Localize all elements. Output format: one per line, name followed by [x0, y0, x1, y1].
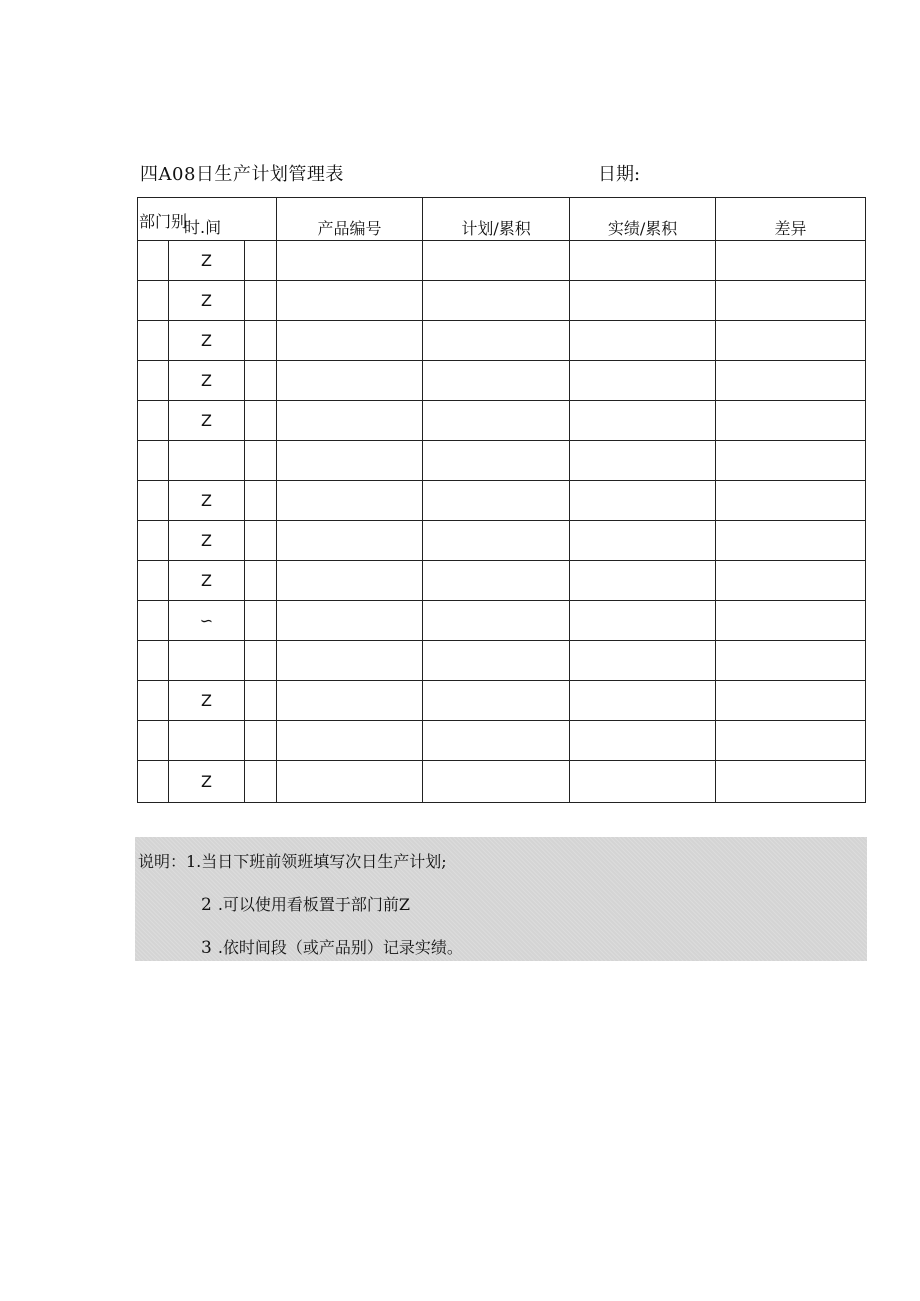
cell-diff[interactable]	[716, 601, 866, 641]
cell-time[interactable]	[169, 441, 245, 481]
table-row	[138, 481, 866, 521]
cell-department[interactable]	[138, 361, 169, 401]
header-department-time	[138, 198, 277, 241]
cell-plan[interactable]	[423, 401, 570, 441]
cell-time[interactable]: Z	[169, 761, 245, 803]
cell-time[interactable]: Z	[169, 681, 245, 721]
cell-department[interactable]	[138, 321, 169, 361]
table-row	[138, 521, 866, 561]
cell-product-no[interactable]	[277, 361, 423, 401]
cell-product-no[interactable]	[277, 401, 423, 441]
cell-plan[interactable]	[423, 521, 570, 561]
header-plan: 计划/累积	[423, 198, 570, 241]
cell-actual[interactable]	[570, 561, 716, 601]
header-department: 部门别	[139, 212, 188, 231]
cell-diff[interactable]	[716, 641, 866, 681]
note-text-3: .依时间段（或产品别）记录实绩。	[217, 938, 463, 957]
cell-plan[interactable]	[423, 321, 570, 361]
cell-department[interactable]	[138, 601, 169, 641]
note-line-3	[201, 935, 463, 958]
cell-plan[interactable]	[423, 281, 570, 321]
table-row	[138, 281, 866, 321]
cell-actual[interactable]	[570, 761, 716, 803]
table-row	[138, 441, 866, 481]
cell-diff[interactable]	[716, 321, 866, 361]
cell-department[interactable]	[138, 481, 169, 521]
table-row	[138, 601, 866, 641]
note-text-2: .可以使用看板置于部门前Z	[217, 895, 411, 914]
cell-plan[interactable]	[423, 761, 570, 803]
cell-actual[interactable]	[570, 281, 716, 321]
cell-diff[interactable]	[716, 561, 866, 601]
table-body	[138, 198, 866, 803]
cell-product-no[interactable]	[277, 281, 423, 321]
cell-department[interactable]	[138, 721, 169, 761]
cell-time[interactable]: ∽	[169, 601, 245, 641]
cell-actual[interactable]	[570, 481, 716, 521]
cell-department[interactable]	[138, 681, 169, 721]
table-row	[138, 641, 866, 681]
cell-product-no[interactable]	[277, 561, 423, 601]
cell-plan[interactable]	[423, 641, 570, 681]
cell-diff[interactable]	[716, 721, 866, 761]
cell-product-no[interactable]	[277, 441, 423, 481]
cell-time[interactable]	[169, 721, 245, 761]
cell-department[interactable]	[138, 241, 169, 281]
cell-diff[interactable]	[716, 681, 866, 721]
cell-extra[interactable]	[245, 761, 277, 803]
cell-diff[interactable]	[716, 521, 866, 561]
cell-time[interactable]: Z	[169, 521, 245, 561]
cell-diff[interactable]	[716, 241, 866, 281]
cell-time[interactable]: Z	[169, 481, 245, 521]
cell-plan[interactable]	[423, 561, 570, 601]
cell-actual[interactable]	[570, 721, 716, 761]
cell-extra[interactable]	[245, 321, 277, 361]
cell-time[interactable]: Z	[169, 241, 245, 281]
cell-extra[interactable]	[245, 241, 277, 281]
cell-product-no[interactable]	[277, 601, 423, 641]
production-plan-table	[137, 197, 866, 803]
cell-diff[interactable]	[716, 401, 866, 441]
table-row	[138, 401, 866, 441]
cell-department[interactable]	[138, 641, 169, 681]
cell-actual[interactable]	[570, 681, 716, 721]
cell-time[interactable]	[169, 641, 245, 681]
note-number-2: 2	[201, 895, 212, 915]
table-row	[138, 321, 866, 361]
cell-actual[interactable]	[570, 321, 716, 361]
header-diff: 差异	[716, 198, 866, 241]
cell-extra[interactable]	[245, 441, 277, 481]
form-title: 四A08日生产计划管理表	[140, 164, 344, 185]
cell-product-no[interactable]	[277, 681, 423, 721]
cell-plan[interactable]	[423, 441, 570, 481]
cell-time[interactable]: Z	[169, 401, 245, 441]
cell-product-no[interactable]	[277, 641, 423, 681]
cell-extra[interactable]	[245, 561, 277, 601]
cell-time[interactable]: Z	[169, 561, 245, 601]
cell-extra[interactable]	[245, 601, 277, 641]
cell-department[interactable]	[138, 761, 169, 803]
cell-diff[interactable]	[716, 281, 866, 321]
cell-diff[interactable]	[716, 441, 866, 481]
cell-department[interactable]	[138, 521, 169, 561]
cell-product-no[interactable]	[277, 481, 423, 521]
table-row	[138, 241, 866, 281]
cell-actual[interactable]	[570, 521, 716, 561]
cell-actual[interactable]	[570, 361, 716, 401]
cell-actual[interactable]	[570, 401, 716, 441]
cell-time[interactable]: Z	[169, 361, 245, 401]
notes-box	[135, 837, 867, 961]
cell-extra[interactable]	[245, 521, 277, 561]
table-row	[138, 761, 866, 803]
cell-extra[interactable]	[245, 361, 277, 401]
header-product-no: 产品编号	[277, 198, 423, 241]
cell-extra[interactable]	[245, 481, 277, 521]
cell-department[interactable]	[138, 441, 169, 481]
cell-department[interactable]	[138, 561, 169, 601]
cell-product-no[interactable]	[277, 241, 423, 281]
header-actual: 实绩/累积	[570, 198, 716, 241]
cell-extra[interactable]	[245, 681, 277, 721]
cell-extra[interactable]	[245, 721, 277, 761]
cell-plan[interactable]	[423, 601, 570, 641]
cell-plan[interactable]	[423, 481, 570, 521]
cell-actual[interactable]	[570, 641, 716, 681]
cell-actual[interactable]	[570, 601, 716, 641]
note-number-3: 3	[201, 938, 212, 958]
table-header-row	[138, 198, 866, 241]
cell-diff[interactable]	[716, 361, 866, 401]
note-line-1: 说明：1.当日下班前领班填写次日生产计划;	[138, 852, 447, 871]
cell-department[interactable]	[138, 281, 169, 321]
cell-product-no[interactable]	[277, 321, 423, 361]
table-row	[138, 561, 866, 601]
cell-actual[interactable]	[570, 441, 716, 481]
cell-time[interactable]: Z	[169, 281, 245, 321]
date-label: 日期:	[598, 164, 641, 185]
cell-product-no[interactable]	[277, 761, 423, 803]
cell-plan[interactable]	[423, 361, 570, 401]
cell-extra[interactable]	[245, 281, 277, 321]
table-row	[138, 681, 866, 721]
note-line-2	[201, 892, 410, 915]
cell-plan[interactable]	[423, 721, 570, 761]
cell-department[interactable]	[138, 401, 169, 441]
cell-plan[interactable]	[423, 241, 570, 281]
table-row	[138, 361, 866, 401]
cell-diff[interactable]	[716, 761, 866, 803]
cell-time[interactable]: Z	[169, 321, 245, 361]
cell-diff[interactable]	[716, 481, 866, 521]
cell-extra[interactable]	[245, 641, 277, 681]
cell-product-no[interactable]	[277, 521, 423, 561]
table-row	[138, 721, 866, 761]
cell-actual[interactable]	[570, 241, 716, 281]
header-time: 时.间	[184, 218, 222, 237]
cell-product-no[interactable]	[277, 721, 423, 761]
cell-plan[interactable]	[423, 681, 570, 721]
cell-extra[interactable]	[245, 401, 277, 441]
